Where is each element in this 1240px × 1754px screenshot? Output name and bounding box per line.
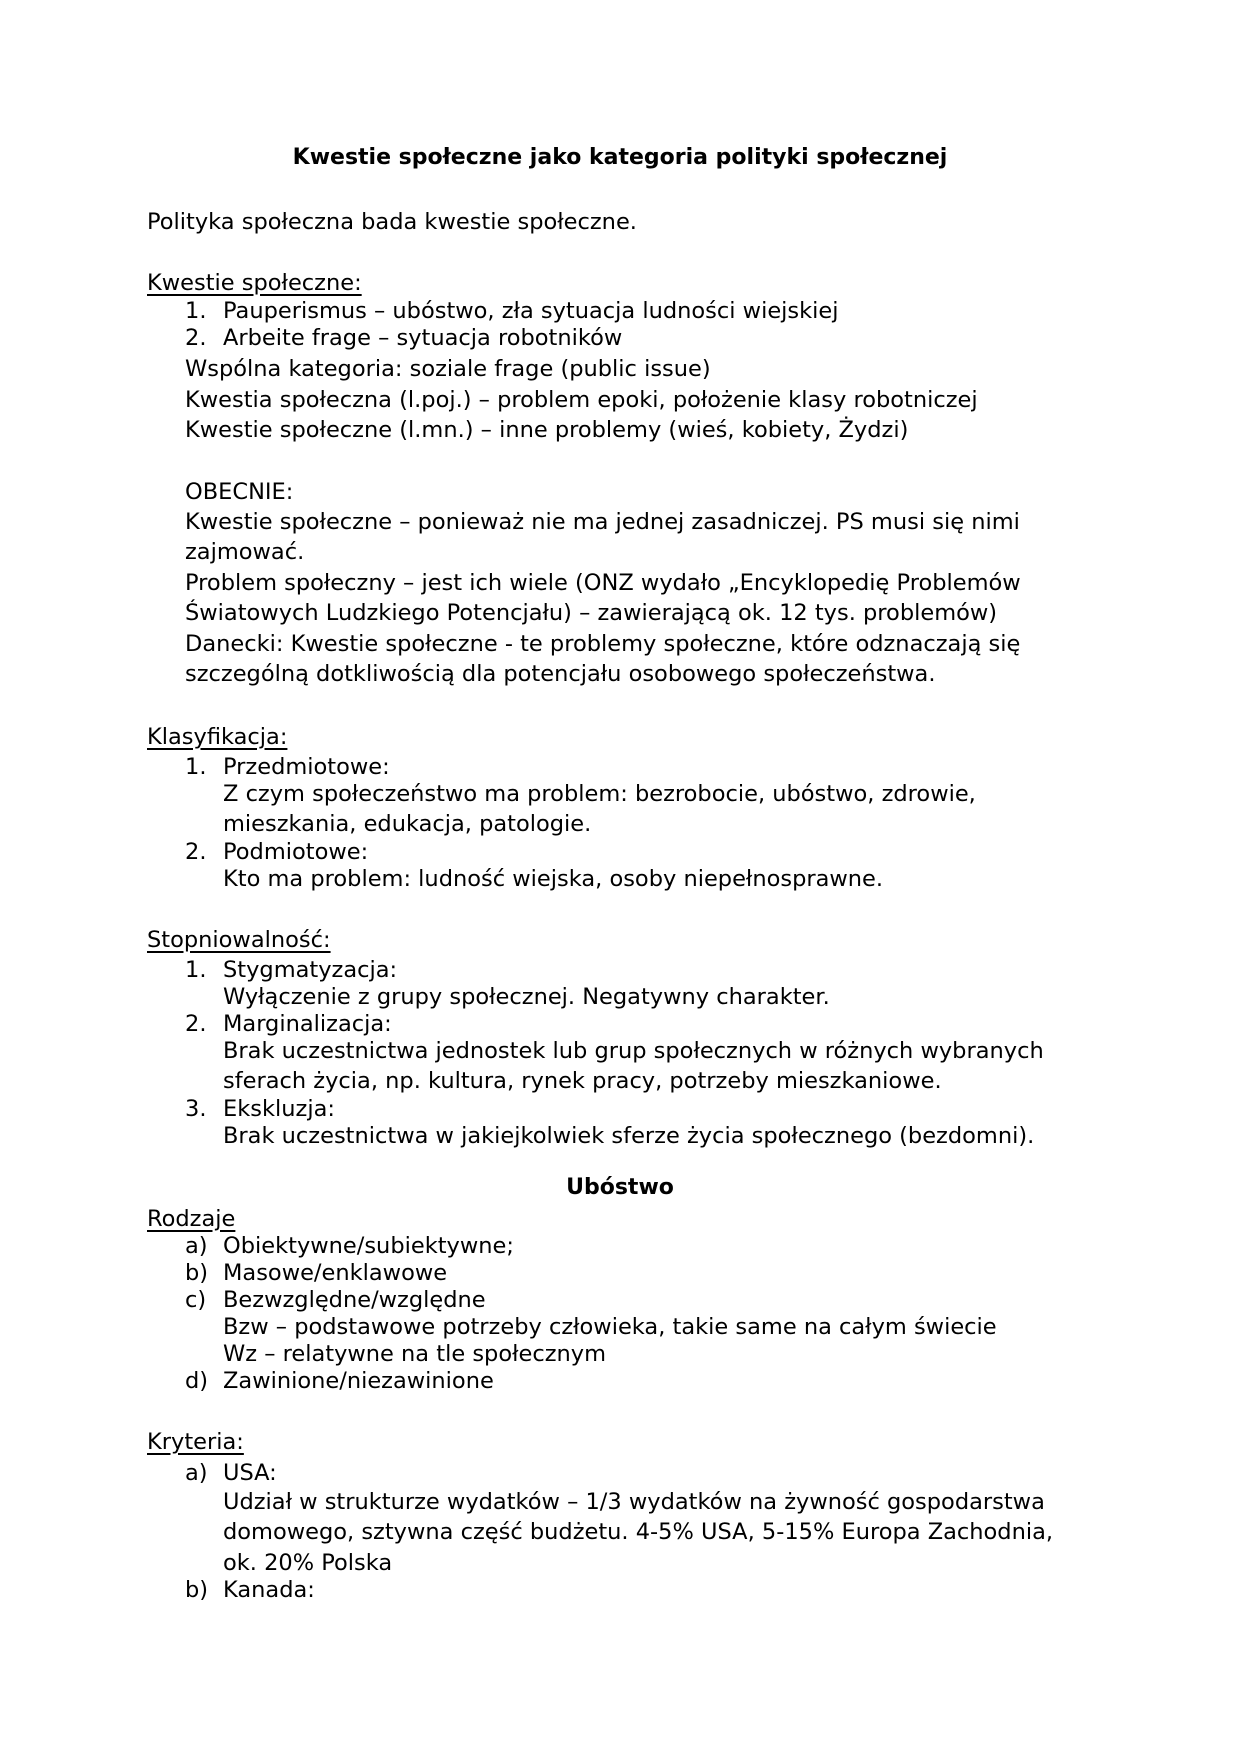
item-text: Arbeite frage – sytuacja robotników <box>223 325 623 351</box>
list-item <box>185 1009 392 1039</box>
list-item <box>185 296 839 326</box>
list-item <box>185 1458 277 1488</box>
list-item <box>185 955 397 985</box>
list-item <box>185 1094 335 1124</box>
text-line: Kwestia społeczna (l.poj.) – problem epoki, położenie klasy robotniczej <box>185 387 978 413</box>
item-label: USA: <box>223 1460 277 1486</box>
section-heading-klasyfikacja: Klasyfikacja: <box>147 724 288 750</box>
text-line: Danecki: Kwestie społeczne - te problemy społeczne, które odznaczają się <box>185 631 1021 657</box>
item-number: 2. <box>185 325 207 351</box>
text-line: mieszkania, edukacja, patologie. <box>223 811 592 837</box>
section-heading-kwestie: Kwestie społeczne: <box>147 270 362 296</box>
item-number: 1. <box>185 754 207 780</box>
obecnie-heading: OBECNIE: <box>185 479 294 505</box>
text-line: Wyłączenie z grupy społecznej. Negatywny charakter. <box>223 984 830 1010</box>
section-heading-stopniowalnosc: Stopniowalność: <box>147 927 331 953</box>
text-line: Problem społeczny – jest ich wiele (ONZ wydało „Encyklopedię Problemów <box>185 570 1021 596</box>
item-label: Kanada: <box>223 1577 315 1603</box>
intro-text: Polityka społeczna bada kwestie społeczne. <box>147 209 637 235</box>
list-item <box>185 1231 514 1261</box>
item-text: Zawinione/niezawinione <box>223 1368 494 1394</box>
list-item <box>185 1366 494 1396</box>
item-number: 1. <box>185 298 207 324</box>
text-line: Brak uczestnictwa w jakiejkolwiek sferze życia społecznego (bezdomni). <box>223 1123 1035 1149</box>
item-number: 2. <box>185 1011 207 1037</box>
item-label: Podmiotowe: <box>223 839 369 865</box>
text-line: Kwestie społeczne – ponieważ nie ma jednej zasadniczej. PS musi się nimi <box>185 509 1020 535</box>
item-label: Ekskluzja: <box>223 1096 335 1122</box>
text-line: Bzw – podstawowe potrzeby człowieka, takie same na całym świecie <box>223 1314 997 1340</box>
item-label: Przedmiotowe: <box>223 754 390 780</box>
text-line: Kwestie społeczne (l.mn.) – inne problemy (wieś, kobiety, Żydzi) <box>185 417 909 443</box>
text-line: Z czym społeczeństwo ma problem: bezrobocie, ubóstwo, zdrowie, <box>223 781 976 807</box>
section-heading-rodzaje: Rodzaje <box>147 1206 236 1232</box>
document-title: Kwestie społeczne jako kategoria polityki społecznej <box>292 145 948 170</box>
text-line: zajmować. <box>185 539 305 565</box>
section-title-ubostwo: Ubóstwo <box>566 1175 674 1200</box>
item-label: Stygmatyzacja: <box>223 957 398 983</box>
item-letter: b) <box>185 1577 209 1603</box>
text-line: Kto ma problem: ludność wiejska, osoby niepełnosprawne. <box>223 866 884 892</box>
item-number: 3. <box>185 1096 207 1122</box>
list-item <box>185 1285 486 1315</box>
item-letter: c) <box>185 1287 207 1313</box>
item-letter: a) <box>185 1233 208 1259</box>
item-letter: a) <box>185 1460 208 1486</box>
item-text: Bezwzględne/względne <box>223 1287 486 1313</box>
list-item <box>185 837 368 867</box>
list-item <box>185 1258 447 1288</box>
text-line: szczególną dotkliwością dla potencjału osobowego społeczeństwa. <box>185 661 936 687</box>
section-heading-kryteria: Kryteria: <box>147 1429 244 1455</box>
text-line: domowego, sztywna część budżetu. 4-5% USA, 5-15% Europa Zachodnia, <box>223 1519 1054 1545</box>
list-item <box>185 1575 315 1605</box>
item-number: 1. <box>185 957 207 983</box>
item-text: Masowe/enklawowe <box>223 1260 448 1286</box>
text-line: ok. 20% Polska <box>223 1550 393 1576</box>
text-line: Wspólna kategoria: soziale frage (public issue) <box>185 356 711 382</box>
text-line: Brak uczestnictwa jednostek lub grup społecznych w różnych wybranych <box>223 1038 1044 1064</box>
item-label: Marginalizacja: <box>223 1011 392 1037</box>
item-number: 2. <box>185 839 207 865</box>
text-line: sferach życia, np. kultura, rynek pracy, potrzeby mieszkaniowe. <box>223 1068 942 1094</box>
text-line: Wz – relatywne na tle społecznym <box>223 1341 606 1367</box>
item-letter: b) <box>185 1260 209 1286</box>
item-text: Obiektywne/subiektywne; <box>223 1233 514 1259</box>
list-item <box>185 752 390 782</box>
text-line: Światowych Ludzkiego Potencjału) – zawierającą ok. 12 tys. problemów) <box>185 600 998 626</box>
list-item <box>185 323 622 353</box>
text-line: Udział w strukturze wydatków – 1/3 wydatków na żywność gospodarstwa <box>223 1489 1045 1515</box>
item-letter: d) <box>185 1368 209 1394</box>
item-text: Pauperismus – ubóstwo, zła sytuacja ludności wiejskiej <box>223 298 839 324</box>
